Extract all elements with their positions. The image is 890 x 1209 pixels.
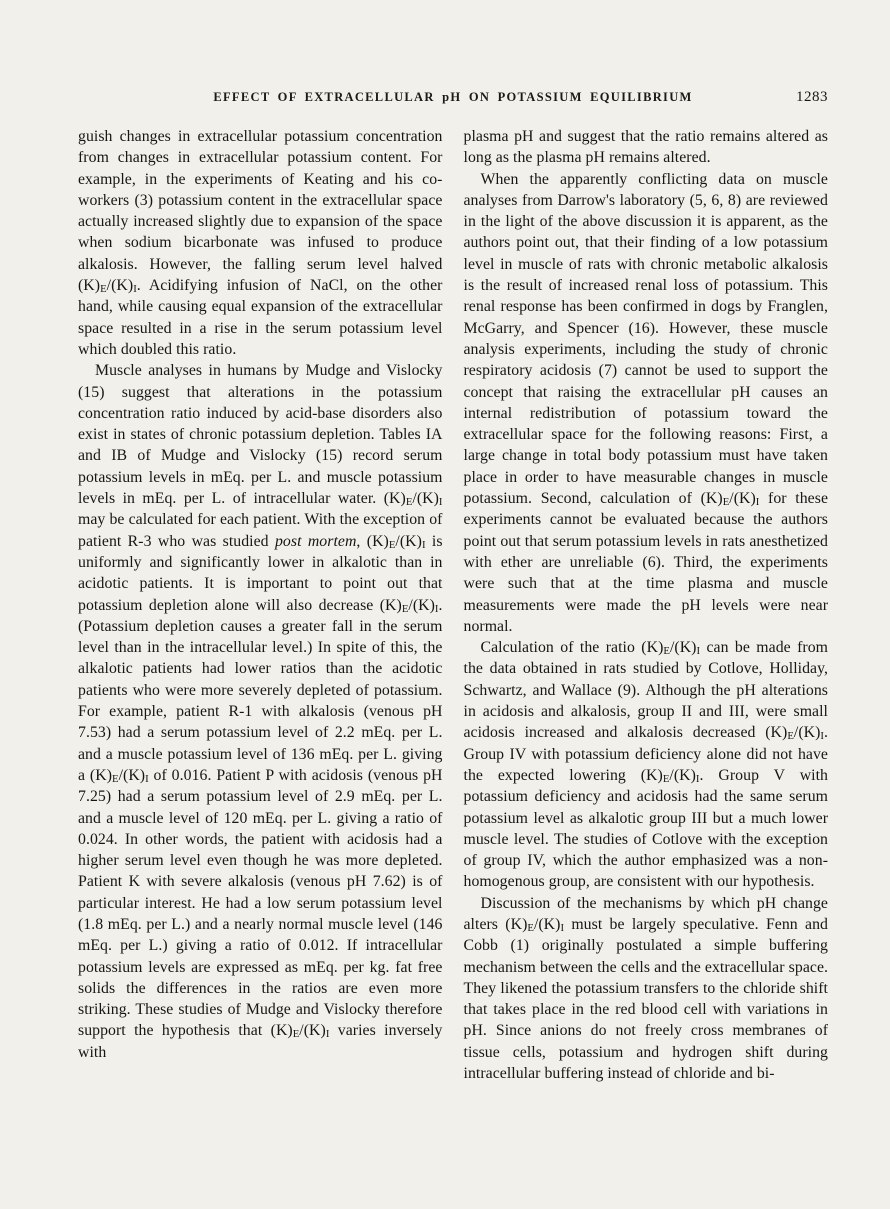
two-column-body [78, 126, 828, 1084]
page-number: 1283 [796, 89, 828, 105]
paragraph: Calculation of the ratio $(K)_E/(K)_I$ can be made from the data obtained in rats studied by Cotlove, Holliday, Schwartz, and Wallace (9). Although the pH alterations in acidosis and alkalosis, group II and III, were small acidosis increased and alkalosis decreased $(K)_E/(K)_I$. Group IV with potassium deficiency alone did not have the expected lowering $(K)_E/(K)_I$. Group V with potassium deficiency and acidosis had the same serum potassium level as alkalotic group III but a much lower muscle level. The studies of Cotlove with the exception of group IV, which the author emphasized was a non-homogenous group, are consistent with our hypothesis. [463, 639, 828, 891]
right-column [464, 126, 829, 1084]
paragraph: Muscle analyses in humans by Mudge and Vislocky (15) suggest that alterations in the potassium concentration ratio induced by acid-base disorders also exist in states of chronic potassium depletion. Tables IA and IB of Mudge and Vislocky (15) record serum potassium levels in mEq. per L. and muscle potassium levels in mEq. per L. of intracellular water. $(K)_E/(K)_I$ may be calculated for each patient. With the exception of patient R-3 who was studied post mortem, $(K)_E/(K)_I$ is uniformly and significantly lower in alkalotic than in acidotic patients. It is important to point out that potassium depletion alone will also decrease $(K)_E/(K)_I$. (Potassium depletion causes a greater fall in the serum level than in the intracellular level.) In spite of this, the alkalotic patients had lower ratios than the acidotic patients who were more severely depleted of potassium. For example, patient R-1 with alkalosis (venous pH 7.53) had a serum potassium level of 2.2 mEq. per L. and a muscle potassium level of 136 mEq. per L. giving a $(K)_E/(K)_I$ of 0.016. Patient P with acidosis (venous pH 7.25) had a serum potassium level of 2.9 mEq. per L. and a muscle level of 120 mEq. per L. giving a ratio of 0.024. In other words, the patient with acidosis had a higher serum level even though he was more depleted. Patient K with severe alkalosis (venous pH 7.62) is of particular interest. He had a low serum potassium level (1.8 mEq. per L.) and a nearly normal muscle level (146 mEq. per L.) giving a ratio of 0.012. If intracellular potassium levels are expressed as mEq. per kg. fat free solids the differences in the ratios are even more striking. These studies of Mudge and Vislocky therefore support the hypothesis that $(K)_E/(K)_I$ varies inversely with [78, 362, 443, 1061]
paragraph: When the apparently conflicting data on muscle analyses from Darrow's laboratory (5, 6, 8) are reviewed in the light of the above discussion it is apparent, as the authors point out, that their finding of a low potassium level in muscle of rats with chronic metabolic alkalosis is the result of increased renal loss of potassium. This renal response has been confirmed in dogs by Franglen, McGarry, and Spencer (16). However, these muscle analysis experiments, including the study of chronic respiratory acidosis (7) cannot be used to support the concept that raising the extracellular pH causes an internal redistribution of potassium toward the extracellular space for the following reasons: First, a large change in total body potassium must have taken place in order to have measurable changes in muscle potassium. Second, calculation of $(K)_E/(K)_I$ for these experiments cannot be evaluated because the authors point out that serum potassium levels in rats anesthetized with ether are unreliable (6). Third, the experiments were such that at the time plasma and muscle measurements were made the pH levels were near normal. [463, 170, 828, 635]
paragraph: guish changes in extracellular potassium concentration from changes in extracellular potassium content. For example, in the experiments of Keating and his co-workers (3) potassium content in the extracellular space actually increased slightly due to expansion of the space when sodium bicarbonate was infused to produce alkalosis. However, the falling serum level halved $(K)_E/(K)_I$. Acidifying infusion of NaCl, on the other hand, while causing equal expansion of the extracellular space resulted in a rise in the serum potassium level which doubled this ratio. [78, 128, 443, 358]
paragraph: Discussion of the mechanisms by which pH change alters $(K)_E/(K)_I$ must be largely speculative. Fenn and Cobb (1) originally postulated a simple buffering mechanism between the cells and the extracellular space. They likened the potassium transfers to the chloride shift that takes place in the red blood cell with variations in pH. Since anions do not freely cross membranes of tissue cells, potassium and hydrogen shift during intracellular buffering instead of chloride and bi- [463, 894, 828, 1083]
running-head [78, 90, 828, 108]
paragraph: plasma pH and suggest that the ratio remains altered as long as the plasma pH remains altered. [463, 128, 828, 167]
left-column [78, 126, 443, 1084]
running-title: EFFECT OF EXTRACELLULAR pH ON POTASSIUM EQUILIBRIUM [213, 90, 693, 104]
